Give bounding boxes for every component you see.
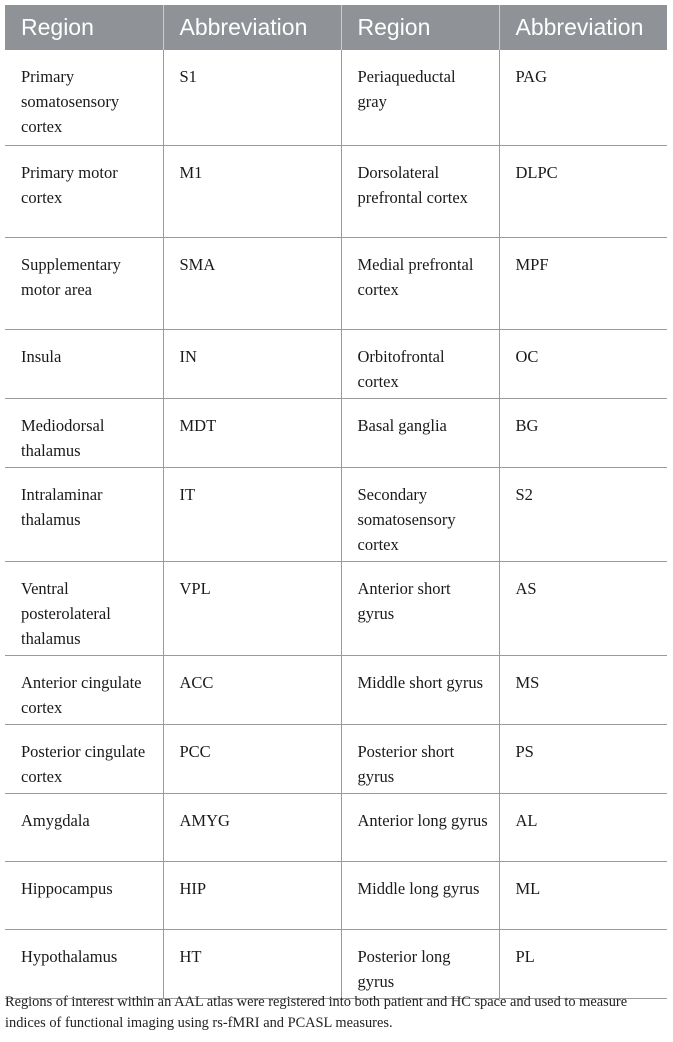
abbreviation-cell: M1 — [163, 145, 341, 237]
region-cell: Dorsolateral prefrontal cortex — [341, 145, 499, 237]
region-cell: Hypothalamus — [5, 929, 163, 998]
abbreviation-cell: AMYG — [163, 793, 341, 861]
table-row — [5, 237, 667, 329]
region-cell: Orbitofrontal cortex — [341, 329, 499, 398]
region-cell: Primary motor cortex — [5, 145, 163, 237]
region-cell: Hippocampus — [5, 861, 163, 929]
regions-table — [5, 5, 667, 999]
abbreviation-cell: HT — [163, 929, 341, 998]
region-cell: Posterior long gyrus — [341, 929, 499, 998]
table-footnote: Regions of interest within an AAL atlas were registered into both patient and HC space and used to measure indices of functional imaging using rs-fMRI and PCASL measures. — [5, 994, 628, 1031]
table-row — [5, 929, 667, 998]
abbreviation-cell: S1 — [163, 50, 341, 145]
abbreviation-cell: MPF — [499, 237, 667, 329]
header-row — [5, 5, 667, 50]
table-header — [5, 5, 667, 50]
region-cell: Periaqueductal gray — [341, 50, 499, 145]
header-abbreviation-2: Abbreviation — [499, 5, 667, 50]
region-cell: Primary somatosensory cortex — [5, 50, 163, 145]
abbreviation-cell: PAG — [499, 50, 667, 145]
region-cell: Mediodorsal thalamus — [5, 398, 163, 467]
table-body — [5, 50, 667, 998]
abbreviation-cell: MDT — [163, 398, 341, 467]
abbreviation-cell: AL — [499, 793, 667, 861]
region-cell: Anterior cingulate cortex — [5, 655, 163, 724]
header-region-2: Region — [341, 5, 499, 50]
table-row — [5, 655, 667, 724]
region-cell: Basal ganglia — [341, 398, 499, 467]
region-cell: Insula — [5, 329, 163, 398]
region-cell: Medial prefrontal cortex — [341, 237, 499, 329]
region-cell: Middle long gyrus — [341, 861, 499, 929]
region-cell: Amygdala — [5, 793, 163, 861]
table-row — [5, 861, 667, 929]
abbreviation-cell: SMA — [163, 237, 341, 329]
table-row — [5, 724, 667, 793]
table-row — [5, 145, 667, 237]
table-row — [5, 467, 667, 561]
header-abbreviation-1: Abbreviation — [163, 5, 341, 50]
region-cell: Posterior cingulate cortex — [5, 724, 163, 793]
abbreviation-cell: ML — [499, 861, 667, 929]
region-cell: Intralaminar thalamus — [5, 467, 163, 561]
region-cell: Middle short gyrus — [341, 655, 499, 724]
table-row — [5, 50, 667, 145]
abbreviation-cell: HIP — [163, 861, 341, 929]
abbreviation-cell: BG — [499, 398, 667, 467]
abbreviation-cell: VPL — [163, 561, 341, 655]
abbreviation-cell: IN — [163, 329, 341, 398]
abbreviation-cell: ACC — [163, 655, 341, 724]
regions-table-container — [5, 5, 667, 999]
abbreviation-cell: AS — [499, 561, 667, 655]
abbreviation-cell: PL — [499, 929, 667, 998]
abbreviation-cell: MS — [499, 655, 667, 724]
abbreviation-cell: DLPC — [499, 145, 667, 237]
abbreviation-cell: PS — [499, 724, 667, 793]
region-cell: Anterior short gyrus — [341, 561, 499, 655]
table-row — [5, 793, 667, 861]
region-cell: Secondary somatosensory cortex — [341, 467, 499, 561]
region-cell: Ventral posterolateral thalamus — [5, 561, 163, 655]
table-row — [5, 329, 667, 398]
abbreviation-cell: IT — [163, 467, 341, 561]
region-cell: Anterior long gyrus — [341, 793, 499, 861]
header-region-1: Region — [5, 5, 163, 50]
region-cell: Supplementary motor area — [5, 237, 163, 329]
abbreviation-cell: S2 — [499, 467, 667, 561]
table-row — [5, 398, 667, 467]
abbreviation-cell: PCC — [163, 724, 341, 793]
abbreviation-cell: OC — [499, 329, 667, 398]
table-row — [5, 561, 667, 655]
region-cell: Posterior short gyrus — [341, 724, 499, 793]
